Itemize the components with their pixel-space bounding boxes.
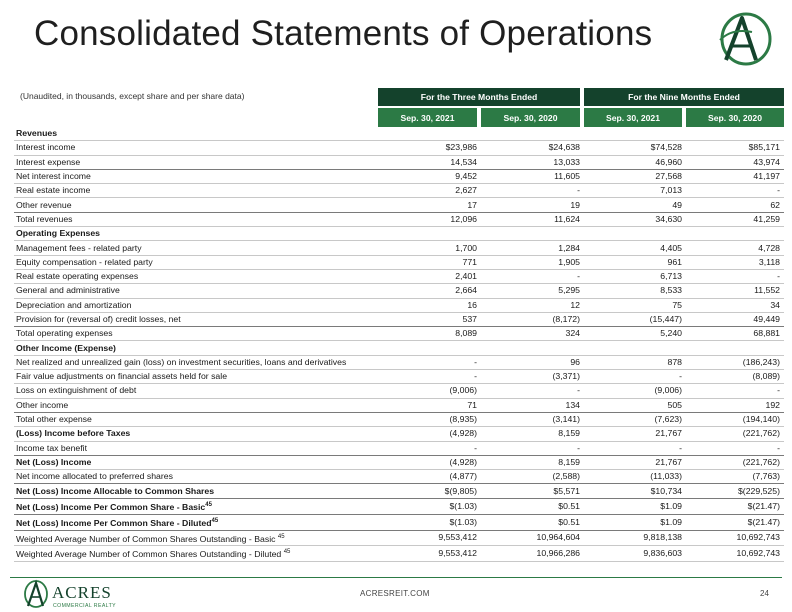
- row-value: 324: [481, 327, 584, 341]
- row-value: 505: [584, 398, 686, 412]
- row-value: [378, 227, 481, 241]
- row-value: -: [686, 184, 784, 198]
- row-value: [584, 227, 686, 241]
- header-three-months: For the Three Months Ended: [378, 88, 580, 106]
- row-value: -: [378, 441, 481, 455]
- row-value: $1.09: [584, 498, 686, 514]
- row-value: 5,240: [584, 327, 686, 341]
- row-value: 41,197: [686, 169, 784, 183]
- row-value: 771: [378, 255, 481, 269]
- row-value: 11,605: [481, 169, 584, 183]
- table-row: [14, 269, 784, 283]
- footnote-ref: 45: [205, 501, 212, 508]
- table-row: [14, 212, 784, 226]
- table-row: [14, 241, 784, 255]
- row-label: Net realized and unrealized gain (loss) on investment securities, loans and derivatives: [14, 355, 378, 369]
- row-value: 537: [378, 312, 481, 326]
- row-value: 49: [584, 198, 686, 212]
- row-label: Total operating expenses: [14, 327, 378, 341]
- row-value: [481, 127, 584, 141]
- table-row: [14, 470, 784, 484]
- footer-logo-subtext: COMMERCIAL REALTY: [53, 603, 117, 609]
- row-label: Total other expense: [14, 412, 378, 426]
- row-label: Net interest income: [14, 169, 378, 183]
- row-value: [481, 341, 584, 355]
- row-value: 192: [686, 398, 784, 412]
- row-value: 49,449: [686, 312, 784, 326]
- row-value: (7,763): [686, 470, 784, 484]
- row-value: (4,928): [378, 427, 481, 441]
- row-value: $5,571: [481, 484, 584, 498]
- row-label: Net (Loss) Income Allocable to Common Shares: [14, 484, 378, 498]
- footer-url: ACRESREIT.COM: [360, 589, 430, 598]
- row-value: 134: [481, 398, 584, 412]
- row-value: (221,762): [686, 427, 784, 441]
- row-label: Other revenue: [14, 198, 378, 212]
- row-value: 19: [481, 198, 584, 212]
- row-value: (8,935): [378, 412, 481, 426]
- row-value: 43,974: [686, 155, 784, 169]
- row-value: 4,728: [686, 241, 784, 255]
- row-value: 8,533: [584, 284, 686, 298]
- row-value: 21,767: [584, 427, 686, 441]
- col-header-3: Sep. 30, 2021: [584, 108, 682, 127]
- row-value: -: [481, 384, 584, 398]
- row-value: 13,033: [481, 155, 584, 169]
- table-row: [14, 127, 784, 141]
- row-value: 11,624: [481, 212, 584, 226]
- row-value: (186,243): [686, 355, 784, 369]
- row-value: [378, 127, 481, 141]
- table-row: [14, 370, 784, 384]
- row-label: General and administrative: [14, 284, 378, 298]
- row-value: (4,928): [378, 455, 481, 469]
- row-value: 9,818,138: [584, 530, 686, 546]
- row-value: 8,159: [481, 427, 584, 441]
- row-value: -: [481, 269, 584, 283]
- page-number: 24: [760, 589, 769, 598]
- row-value: $24,638: [481, 141, 584, 155]
- row-value: $1.09: [584, 514, 686, 530]
- row-value: -: [378, 370, 481, 384]
- table-row: [14, 341, 784, 355]
- row-value: $23,986: [378, 141, 481, 155]
- row-label: Revenues: [14, 127, 378, 141]
- row-value: 10,966,286: [481, 546, 584, 562]
- row-value: (3,371): [481, 370, 584, 384]
- table-row: [14, 169, 784, 183]
- table-row: [14, 255, 784, 269]
- row-value: [584, 127, 686, 141]
- row-value: $0.51: [481, 498, 584, 514]
- row-value: 34: [686, 298, 784, 312]
- row-value: (2,588): [481, 470, 584, 484]
- page-title: Consolidated Statements of Operations: [34, 14, 653, 53]
- row-value: 11,552: [686, 284, 784, 298]
- table-row: [14, 412, 784, 426]
- row-value: $85,171: [686, 141, 784, 155]
- row-label: Equity compensation - related party: [14, 255, 378, 269]
- row-value: (15,447): [584, 312, 686, 326]
- row-label: Weighted Average Number of Common Shares Outstanding - Diluted $^{45}$: [14, 546, 378, 562]
- row-value: $(21.47): [686, 498, 784, 514]
- table-row: [14, 530, 784, 546]
- row-value: -: [584, 441, 686, 455]
- row-label: Net (Loss) Income Per Common Share - Diluted$^{45}$: [14, 514, 378, 530]
- row-value: [686, 227, 784, 241]
- row-value: 6,713: [584, 269, 686, 283]
- row-label: Interest income: [14, 141, 378, 155]
- row-value: 12,096: [378, 212, 481, 226]
- row-value: -: [686, 384, 784, 398]
- row-value: $10,734: [584, 484, 686, 498]
- table-row: [14, 155, 784, 169]
- row-value: $(1.03): [378, 498, 481, 514]
- row-value: $(9,805): [378, 484, 481, 498]
- row-value: (11,033): [584, 470, 686, 484]
- row-value: (194,140): [686, 412, 784, 426]
- row-value: 46,960: [584, 155, 686, 169]
- table-subtitle: (Unaudited, in thousands, except share and per share data): [20, 91, 245, 101]
- row-label: Total revenues: [14, 212, 378, 226]
- row-value: $0.51: [481, 514, 584, 530]
- row-value: 17: [378, 198, 481, 212]
- table-row: [14, 198, 784, 212]
- row-value: 1,284: [481, 241, 584, 255]
- row-value: -: [481, 184, 584, 198]
- row-value: 4,405: [584, 241, 686, 255]
- footnote-ref: 45: [211, 517, 219, 524]
- table-row: [14, 141, 784, 155]
- col-header-4: Sep. 30, 2020: [686, 108, 784, 127]
- row-value: 9,553,412: [378, 530, 481, 546]
- row-value: 7,013: [584, 184, 686, 198]
- col-header-2: Sep. 30, 2020: [481, 108, 580, 127]
- table-row: [14, 184, 784, 198]
- row-value: $(21.47): [686, 514, 784, 530]
- row-value: 10,692,743: [686, 530, 784, 546]
- table-row: [14, 455, 784, 469]
- row-value: $(1.03): [378, 514, 481, 530]
- footer-logo-text: ACRES: [52, 583, 112, 602]
- table-row: [14, 312, 784, 326]
- row-value: [686, 341, 784, 355]
- table-row: [14, 427, 784, 441]
- row-value: 41,259: [686, 212, 784, 226]
- col-header-1: Sep. 30, 2021: [378, 108, 477, 127]
- row-value: [378, 341, 481, 355]
- row-value: (9,006): [584, 384, 686, 398]
- row-value: 21,767: [584, 455, 686, 469]
- row-value: 8,089: [378, 327, 481, 341]
- row-value: -: [686, 269, 784, 283]
- row-value: 68,881: [686, 327, 784, 341]
- row-value: [584, 341, 686, 355]
- table-row: [14, 227, 784, 241]
- row-value: 10,964,604: [481, 530, 584, 546]
- row-value: 2,401: [378, 269, 481, 283]
- row-value: [481, 227, 584, 241]
- row-value: 8,159: [481, 455, 584, 469]
- table-row: [14, 441, 784, 455]
- row-value: 10,692,743: [686, 546, 784, 562]
- acres-logo: [712, 10, 776, 68]
- row-value: (221,762): [686, 455, 784, 469]
- footnote-ref: 45: [277, 533, 285, 540]
- row-value: 14,534: [378, 155, 481, 169]
- row-value: 71: [378, 398, 481, 412]
- row-value: 34,630: [584, 212, 686, 226]
- row-value: 9,452: [378, 169, 481, 183]
- row-value: 9,836,603: [584, 546, 686, 562]
- row-label: Real estate operating expenses: [14, 269, 378, 283]
- row-value: -: [378, 355, 481, 369]
- table-row: [14, 284, 784, 298]
- row-label: Net (Loss) Income: [14, 455, 378, 469]
- table-row: [14, 327, 784, 341]
- row-value: 12: [481, 298, 584, 312]
- row-value: 96: [481, 355, 584, 369]
- row-value: $74,528: [584, 141, 686, 155]
- row-value: -: [584, 370, 686, 384]
- row-label: Provision for (reversal of) credit losses, net: [14, 312, 378, 326]
- table-row: [14, 355, 784, 369]
- row-value: 961: [584, 255, 686, 269]
- row-label: Loss on extinguishment of debt: [14, 384, 378, 398]
- row-label: Depreciation and amortization: [14, 298, 378, 312]
- table-row: [14, 298, 784, 312]
- row-value: 2,627: [378, 184, 481, 198]
- table-row: [14, 398, 784, 412]
- row-label: (Loss) Income before Taxes: [14, 427, 378, 441]
- header-nine-months: For the Nine Months Ended: [584, 88, 784, 106]
- row-label: Net income allocated to preferred shares: [14, 470, 378, 484]
- row-value: (3,141): [481, 412, 584, 426]
- row-value: [686, 127, 784, 141]
- row-label: Real estate income: [14, 184, 378, 198]
- row-label: Other Income (Expense): [14, 341, 378, 355]
- row-value: 3,118: [686, 255, 784, 269]
- row-value: $(229,525): [686, 484, 784, 498]
- row-value: -: [686, 441, 784, 455]
- row-value: 2,664: [378, 284, 481, 298]
- row-label: Interest expense: [14, 155, 378, 169]
- operations-table: [14, 127, 784, 562]
- row-value: 75: [584, 298, 686, 312]
- row-value: (7,623): [584, 412, 686, 426]
- row-value: 27,568: [584, 169, 686, 183]
- row-value: 5,295: [481, 284, 584, 298]
- row-value: 878: [584, 355, 686, 369]
- table-row: [14, 546, 784, 562]
- footnote-ref: 45: [283, 549, 291, 556]
- row-label: Fair value adjustments on financial assets held for sale: [14, 370, 378, 384]
- row-value: -: [481, 441, 584, 455]
- table-row: [14, 384, 784, 398]
- row-label: Net (Loss) Income Per Common Share - Basic$^{45}$: [14, 498, 378, 514]
- row-value: 62: [686, 198, 784, 212]
- row-label: Income tax benefit: [14, 441, 378, 455]
- row-value: 1,905: [481, 255, 584, 269]
- row-label: Weighted Average Number of Common Shares Outstanding - Basic $^{45}$: [14, 530, 378, 546]
- table-row: [14, 484, 784, 498]
- row-value: (9,006): [378, 384, 481, 398]
- footer-acres-logo: [22, 578, 132, 610]
- row-value: (4,877): [378, 470, 481, 484]
- row-value: 1,700: [378, 241, 481, 255]
- row-label: Operating Expenses: [14, 227, 378, 241]
- row-label: Other income: [14, 398, 378, 412]
- table-row: [14, 498, 784, 514]
- row-value: (8,172): [481, 312, 584, 326]
- table-row: [14, 514, 784, 530]
- row-value: (8,089): [686, 370, 784, 384]
- row-value: 16: [378, 298, 481, 312]
- row-label: Management fees - related party: [14, 241, 378, 255]
- row-value: 9,553,412: [378, 546, 481, 562]
